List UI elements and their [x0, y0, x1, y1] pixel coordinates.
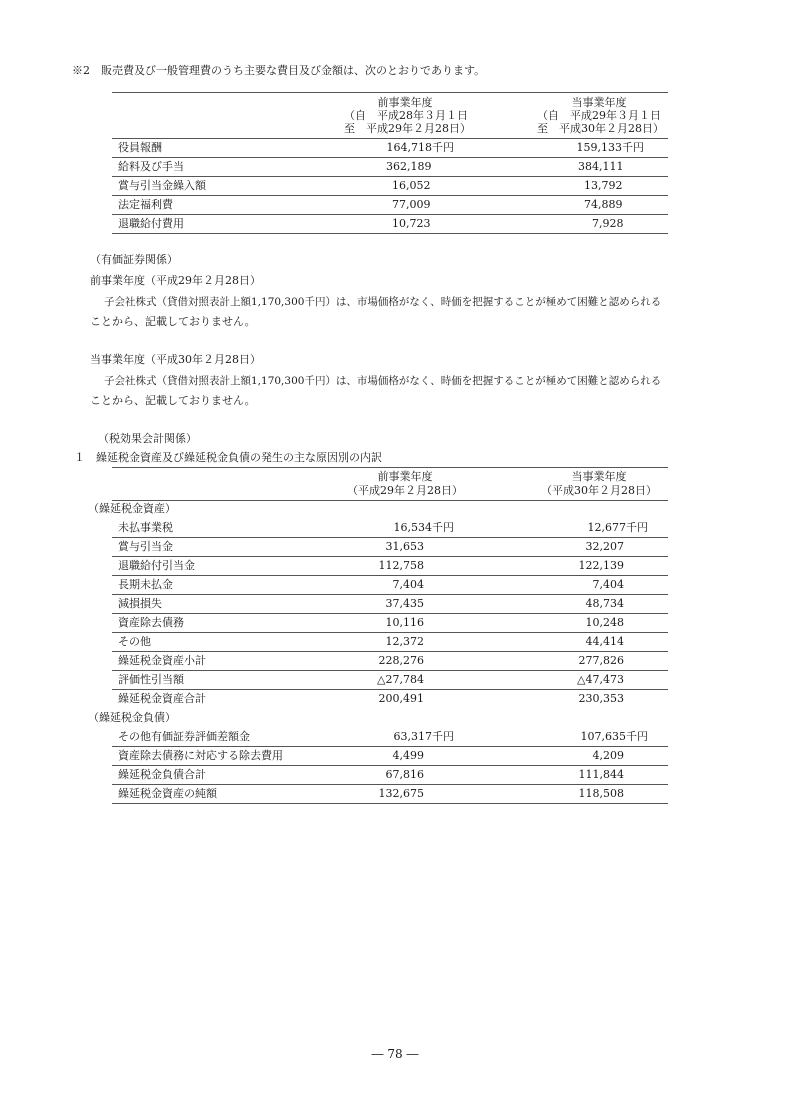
dtl-row-rule — [112, 746, 668, 747]
sga-table-top-rule — [112, 92, 668, 93]
dta-row-curr: 44,414 — [585, 635, 624, 648]
securities-prev-text-cont: ことから、記載しておりません。 — [90, 315, 256, 328]
securities-prev-text: 子会社株式（貸借対照表計上額1,170,300千円）は、市場価格がなく、時価を把握することが極めて困難と認められる — [104, 296, 662, 308]
tax-sub-heading: １ 繰延税金資産及び繰延税金負債の発生の主な原因別の内訳 — [74, 451, 382, 464]
dta-row-label: 繰延税金資産合計 — [118, 692, 206, 705]
dta-row-prev: 200,491 — [378, 692, 424, 705]
dta-row-rule — [112, 689, 668, 690]
tax-curr-header-title: 当事業年度 — [571, 470, 627, 483]
dtl-heading: （繰延税金負債） — [88, 711, 176, 724]
dtl-row-curr: 4,209 — [592, 749, 624, 762]
dta-row-label: 資産除去債務 — [118, 616, 184, 629]
dtl-row-label: 繰延税金資産の純額 — [118, 787, 217, 800]
sga-curr-header-title: 当事業年度 — [571, 96, 627, 109]
dta-row-label: 未払事業税 — [118, 521, 173, 534]
dta-row-rule — [112, 594, 668, 595]
sga-heading: ※2 販売費及び一般管理費のうち主要な費目及び金額は、次のとおりであります。 — [72, 64, 486, 77]
dta-row-rule — [112, 537, 668, 538]
sga-row-label: 役員報酬 — [118, 141, 162, 154]
sga-row-rule — [112, 176, 668, 177]
dtl-row-rule — [112, 765, 668, 766]
dta-row-prev: 16,534千円 — [393, 521, 454, 534]
tax-prev-header-title: 前事業年度 — [377, 470, 433, 483]
dta-heading: （繰延税金資産） — [88, 502, 176, 515]
dta-row-label: 繰延税金資産小計 — [118, 654, 206, 667]
tax-table-top-rule — [112, 467, 668, 468]
dta-row-curr: 230,353 — [578, 692, 624, 705]
dtl-row-prev: 132,675 — [378, 787, 424, 800]
tax-header-rule — [112, 500, 668, 501]
sga-table-bottom-rule — [112, 233, 668, 234]
dtl-row-curr: 111,844 — [578, 768, 624, 781]
dta-row-label: 賞与引当金 — [118, 540, 173, 553]
sga-row-curr: 13,792 — [584, 179, 623, 192]
dtl-row-label: 資産除去債務に対応する除去費用 — [118, 749, 283, 762]
dta-row-rule — [112, 575, 668, 576]
sga-row-prev: 77,009 — [392, 198, 431, 211]
sga-row-prev: 16,052 — [392, 179, 431, 192]
dta-row-prev: △27,784 — [377, 673, 424, 686]
dta-row-prev: 31,653 — [385, 540, 424, 553]
securities-curr-label: 当事業年度（平成30年２月28日） — [90, 353, 261, 366]
dta-row-rule — [112, 670, 668, 671]
sga-row-rule — [112, 157, 668, 158]
dta-row-curr: △47,473 — [577, 673, 624, 686]
sga-row-curr: 7,928 — [592, 217, 624, 230]
sga-curr-header-to: 至 平成30年２月28日） — [537, 122, 664, 135]
sga-row-rule — [112, 195, 668, 196]
sga-prev-header-from: （自 平成28年３月１日 — [344, 109, 468, 122]
sga-row-curr: 384,111 — [578, 160, 624, 173]
dta-row-label: 減損損失 — [118, 597, 162, 610]
sga-row-prev: 362,189 — [386, 160, 432, 173]
dta-row-rule — [112, 613, 668, 614]
dta-row-prev: 37,435 — [385, 597, 424, 610]
securities-prev-label: 前事業年度（平成29年２月28日） — [90, 274, 261, 287]
dta-row-curr: 32,207 — [585, 540, 624, 553]
dtl-row-curr: 118,508 — [578, 787, 624, 800]
page-number: ― 78 ― — [371, 1047, 419, 1061]
sga-row-prev: 164,718千円 — [386, 141, 454, 154]
dta-row-prev: 112,758 — [378, 559, 424, 572]
securities-curr-text: 子会社株式（貸借対照表計上額1,170,300千円）は、市場価格がなく、時価を把握することが極めて困難と認められる — [104, 375, 662, 387]
dtl-row-curr: 107,635千円 — [580, 730, 648, 743]
sga-header-rule — [112, 138, 668, 139]
securities-heading: （有価証券関係） — [90, 253, 178, 266]
tax-prev-header-date: （平成29年２月28日） — [347, 484, 463, 497]
sga-row-label: 給料及び手当 — [118, 160, 184, 173]
tax-curr-header-date: （平成30年２月28日） — [541, 484, 657, 497]
dta-row-rule — [112, 632, 668, 633]
sga-curr-header-from: （自 平成29年３月１日 — [537, 109, 661, 122]
dta-row-curr: 12,677千円 — [587, 521, 648, 534]
dta-row-label: 退職給付引当金 — [118, 559, 195, 572]
dta-row-curr: 7,404 — [592, 578, 624, 591]
securities-curr-text-cont: ことから、記載しておりません。 — [90, 394, 256, 407]
dtl-row-label: 繰延税金負債合計 — [118, 768, 206, 781]
sga-row-curr: 74,889 — [584, 198, 623, 211]
sga-row-prev: 10,723 — [392, 217, 431, 230]
dta-row-label: 長期未払金 — [118, 578, 173, 591]
dtl-row-label: その他有価証券評価差額金 — [118, 730, 250, 743]
sga-row-label: 法定福利費 — [118, 198, 173, 211]
dta-row-prev: 10,116 — [385, 616, 424, 629]
dta-row-curr: 48,734 — [585, 597, 624, 610]
sga-prev-header-title: 前事業年度 — [377, 96, 433, 109]
dta-row-prev: 12,372 — [385, 635, 424, 648]
dtl-row-prev: 67,816 — [385, 768, 424, 781]
tax-table-bottom-rule — [112, 803, 668, 804]
dtl-row-rule — [112, 784, 668, 785]
dta-row-rule — [112, 651, 668, 652]
sga-prev-header-to: 至 平成29年２月28日） — [344, 122, 471, 135]
sga-row-label: 退職給付費用 — [118, 217, 184, 230]
sga-row-curr: 159,133千円 — [576, 141, 644, 154]
dta-row-curr: 10,248 — [585, 616, 624, 629]
dta-row-curr: 277,826 — [578, 654, 624, 667]
dta-row-curr: 122,139 — [578, 559, 624, 572]
dta-row-label: その他 — [118, 635, 151, 648]
dta-row-label: 評価性引当額 — [118, 673, 184, 686]
sga-row-rule — [112, 214, 668, 215]
tax-heading: （税効果会計関係） — [98, 432, 197, 445]
dta-row-rule — [112, 556, 668, 557]
dtl-row-prev: 63,317千円 — [393, 730, 454, 743]
sga-row-label: 賞与引当金繰入額 — [118, 179, 206, 192]
dta-row-prev: 228,276 — [378, 654, 424, 667]
dta-row-prev: 7,404 — [392, 578, 424, 591]
dtl-row-prev: 4,499 — [392, 749, 424, 762]
